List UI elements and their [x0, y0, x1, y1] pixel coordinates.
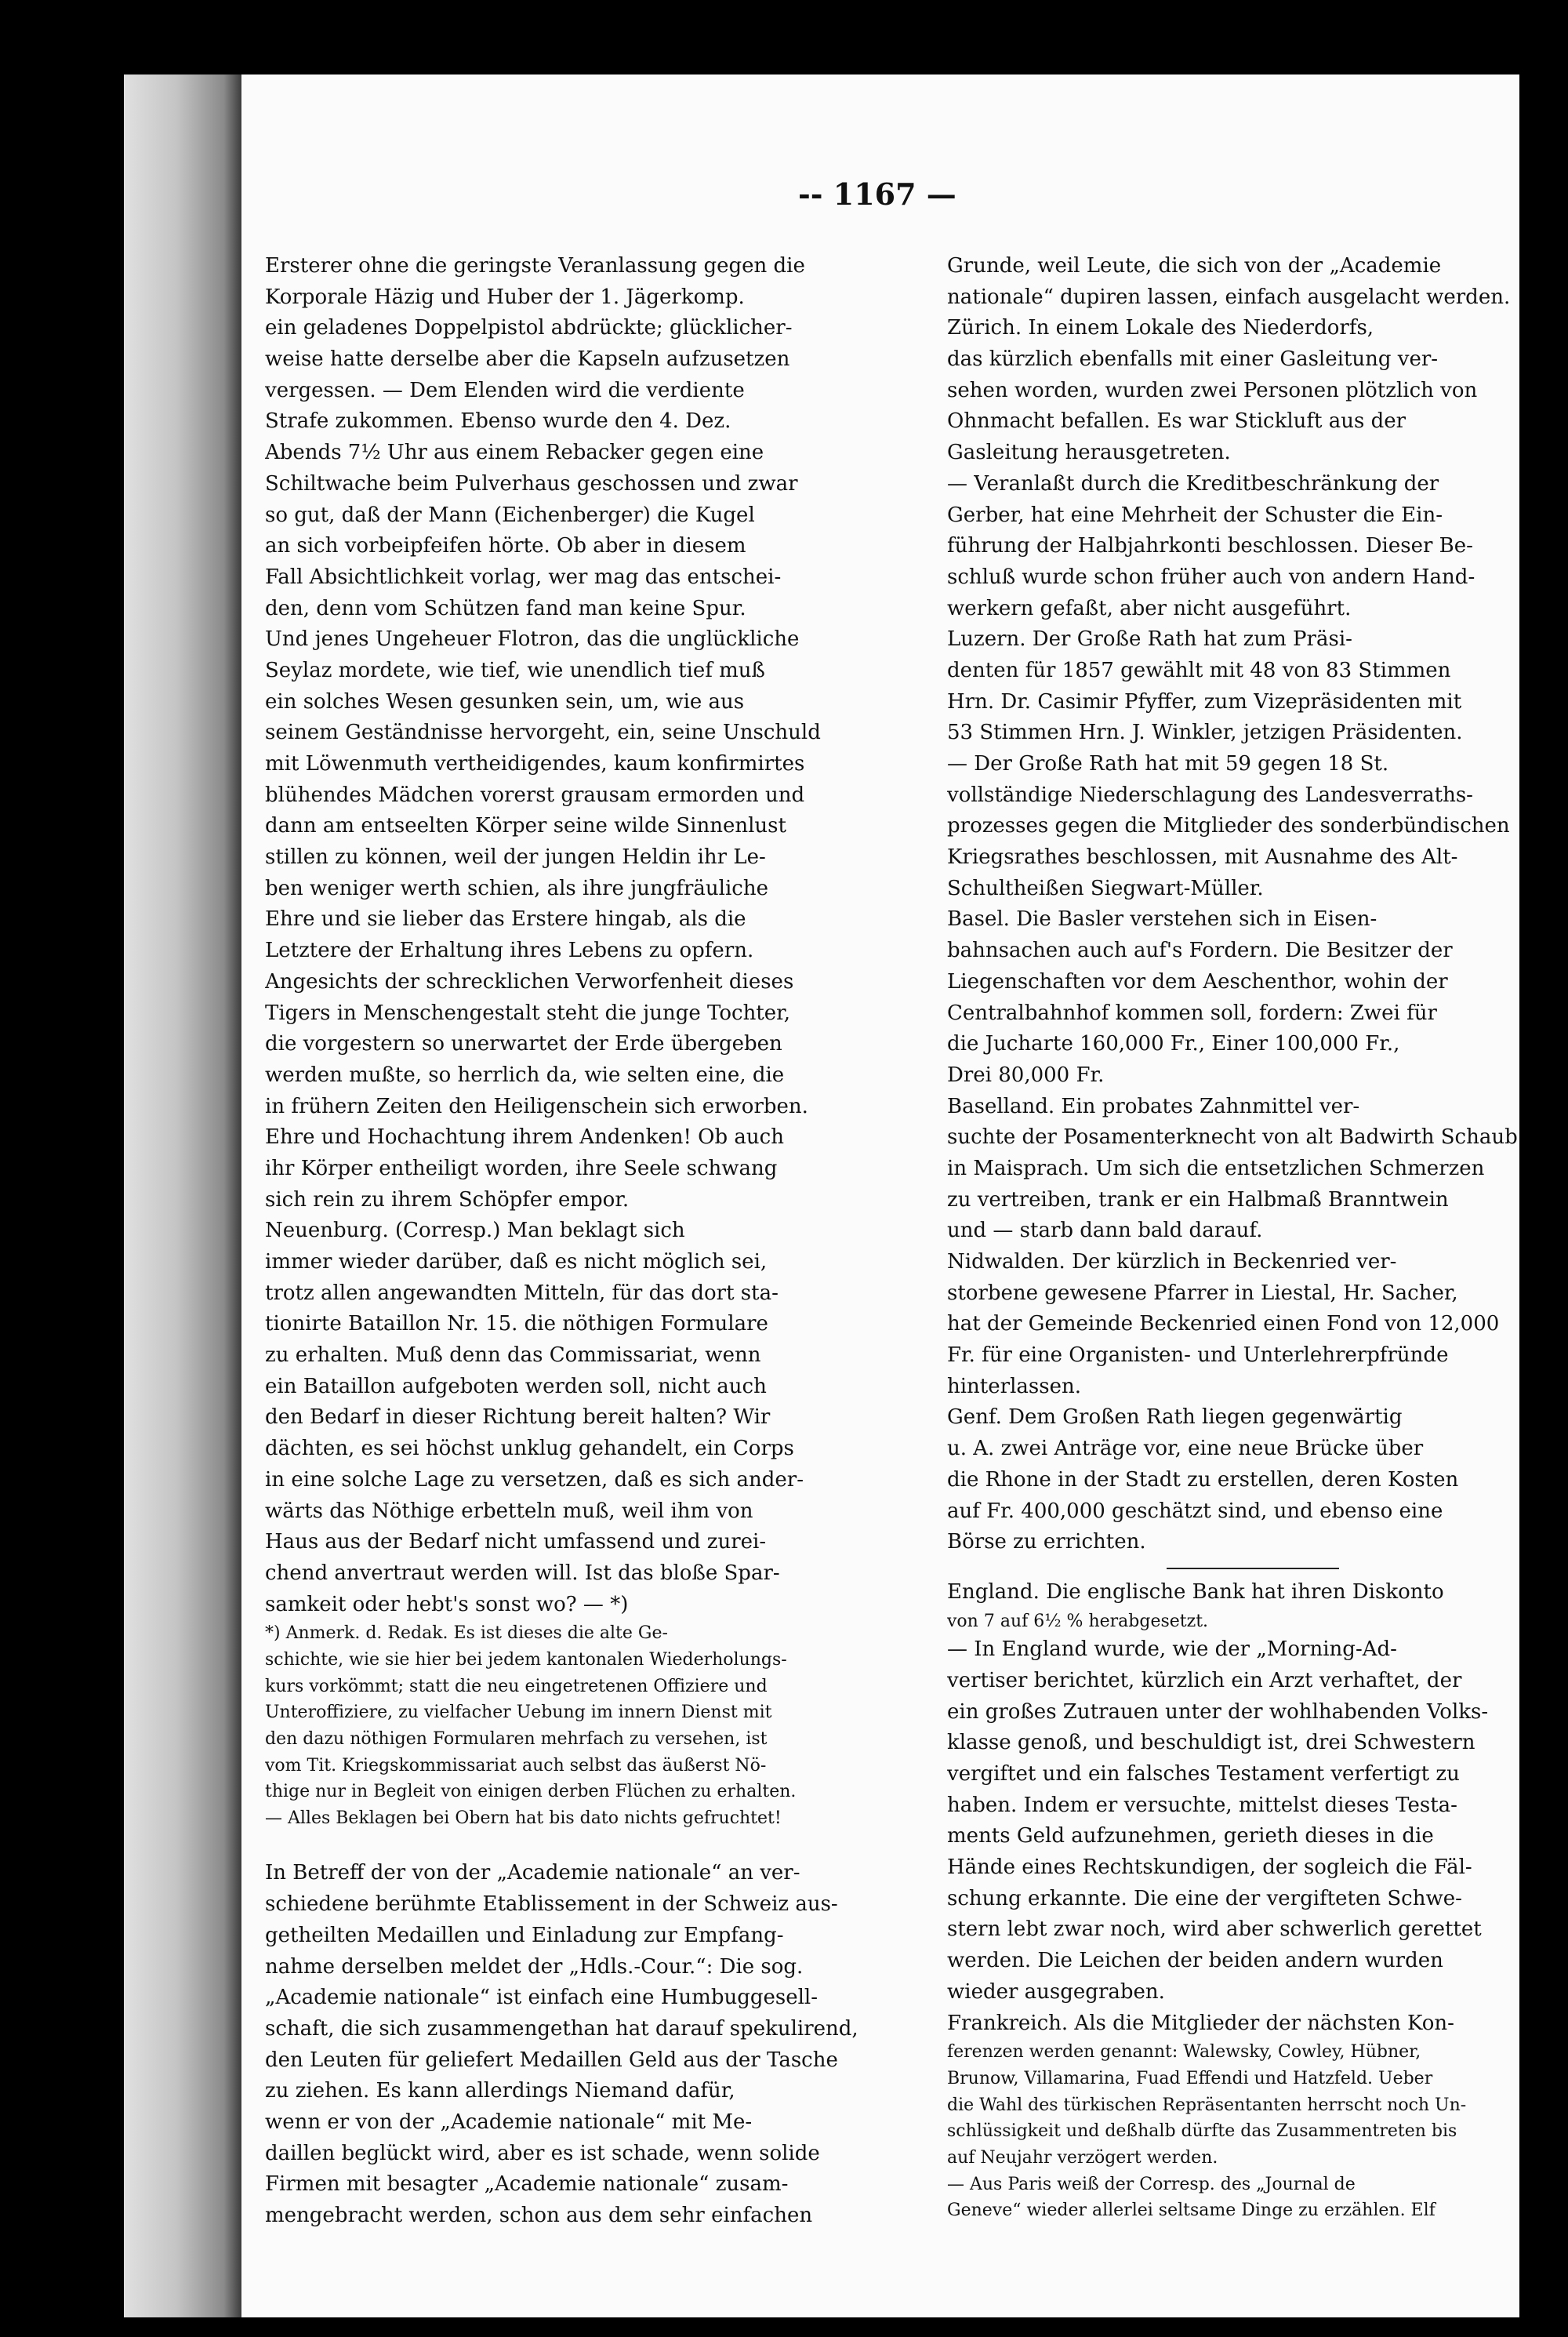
page-number: -- 1167 — — [798, 176, 956, 212]
text-line: und — starb dann bald darauf. — [947, 1219, 1263, 1243]
text-line: werden mußte, so herrlich da, wie selten eine, die — [265, 1063, 785, 1087]
text-line: mengebracht werden, schon aus dem sehr einfachen — [265, 2204, 813, 2227]
text-line: Brunow, Villamarina, Fuad Effendi und Hatzfeld. Ueber — [947, 2068, 1433, 2088]
text-line: prozesses gegen die Mitglieder des sonderbündischen — [947, 814, 1510, 838]
text-line: schiedene berühmte Etablissement in der Schweiz aus- — [265, 1892, 838, 1917]
text-line: u. A. zwei Anträge vor, eine neue Brücke über — [947, 1437, 1424, 1461]
text-line: in frühern Zeiten den Heiligenschein sich erworben. — [265, 1094, 808, 1118]
text-line: Zürich. In einem Lokale des Niederdorfs, — [947, 316, 1374, 340]
text-line: werden. Die Leichen der beiden andern wurden — [947, 1949, 1443, 1973]
text-line: Grunde, weil Leute, die sich von der „Academie — [947, 254, 1442, 278]
text-line: Ehre und Hochachtung ihrem Andenken! Ob auch — [265, 1125, 784, 1150]
text-line: daillen beglückt wird, aber es ist schade, wenn solide — [265, 2141, 820, 2165]
text-line: — Alles Beklagen bei Obern hat bis dato nichts gefruchtet! — [265, 1808, 782, 1829]
text-line: seinem Geständnisse hervorgeht, ein, seine Unschuld — [265, 721, 821, 745]
newspaper-page — [124, 75, 1519, 2317]
text-line: so gut, daß der Mann (Eichenberger) die Kugel — [265, 503, 755, 527]
book-spine-shadow — [124, 75, 241, 2317]
text-line: haben. Indem er versuchte, mittelst dieses Testa- — [947, 1793, 1457, 1817]
text-line: die Wahl des türkischen Repräsentanten herrscht noch Un- — [947, 2095, 1467, 2115]
text-line: storbene gewesene Pfarrer in Liestal, Hr. Sacher, — [947, 1281, 1458, 1305]
text-line: Letztere der Erhaltung ihres Lebens zu opfern. — [265, 939, 754, 963]
text-line: von 7 auf 6½ % herabgesetzt. — [947, 1611, 1209, 1631]
text-line: die Rhone in der Stadt zu erstellen, deren Kosten — [947, 1467, 1459, 1492]
text-line: wieder ausgegraben. — [947, 1979, 1165, 2004]
text-line: den dazu nöthigen Formularen mehrfach zu versehen, ist — [265, 1729, 768, 1749]
text-line: Gerber, hat eine Mehrheit der Schuster die Ein- — [947, 503, 1443, 527]
text-line: Hände eines Rechtskundigen, der sogleich die Fäl- — [947, 1855, 1472, 1880]
text-line: — Aus Paris weiß der Corresp. des „Journal de — [947, 2174, 1356, 2194]
text-line: nahme derselben meldet der „Hdls.-Cour.“: Die sog. — [265, 1954, 804, 1979]
text-line: Schiltwache beim Pulverhaus geschossen und zwar — [265, 471, 798, 496]
text-line: die Jucharte 160,000 Fr., Einer 100,000 Fr., — [947, 1032, 1400, 1056]
text-line: suchte der Posamenterknecht von alt Badwirth Schaub — [947, 1125, 1518, 1150]
text-line: Abends 7½ Uhr aus einem Rebacker gegen eine — [265, 441, 764, 465]
text-line: auf Neujahr verzögert werden. — [947, 2147, 1218, 2168]
text-line: dann am entseelten Körper seine wilde Sinnenlust — [265, 814, 786, 838]
text-line: *) Anmerk. d. Redak. Es ist dieses die alte Ge- — [265, 1623, 668, 1644]
text-line: Frankreich. Als die Mitglieder der nächsten Kon- — [947, 2011, 1454, 2035]
text-line: Tigers in Menschengestalt steht die junge Tochter, — [265, 1001, 790, 1025]
text-line: vollständige Niederschlagung des Landesverraths- — [947, 783, 1473, 807]
text-line: Schultheißen Siegwart-Müller. — [947, 876, 1264, 900]
text-line: ihr Körper entheiligt worden, ihre Seele schwang — [265, 1156, 778, 1180]
text-line: „Academie nationale“ ist einfach eine Humbuggesell- — [265, 1986, 818, 2010]
text-line: hat der Gemeinde Beckenried einen Fond von 12,000 — [947, 1312, 1500, 1336]
text-line: sich rein zu ihrem Schöpfer empor. — [265, 1187, 630, 1212]
text-line: ments Geld aufzunehmen, gerieth dieses in die — [947, 1824, 1434, 1848]
text-line: Kriegsrathes beschlossen, mit Ausnahme des Alt- — [947, 845, 1458, 870]
text-line: schung erkannte. Die eine der vergifteten Schwe- — [947, 1886, 1462, 1910]
text-line: in Maisprach. Um sich die entsetzlichen Schmerzen — [947, 1156, 1485, 1180]
text-line: England. Die englische Bank hat ihren Diskonto — [947, 1579, 1444, 1604]
left-column — [265, 251, 916, 2232]
text-line: Ehre und sie lieber das Erstere hingab, als die — [265, 907, 746, 932]
text-line: tionirte Bataillon Nr. 15. die nöthigen Formulare — [265, 1312, 768, 1336]
text-line: getheilten Medaillen und Einladung zur Empfang- — [265, 1923, 784, 1947]
text-line — [265, 1832, 916, 1859]
text-line: vergiftet und ein falsches Testament verfertigt zu — [947, 1762, 1460, 1786]
text-line: wärts das Nöthige erbetteln muß, weil ihm von — [265, 1499, 753, 1523]
text-line: blühendes Mädchen vorerst grausam ermorden und — [265, 783, 805, 807]
text-line: In Betreff der von der „Academie nationale“ an ver- — [265, 1861, 800, 1885]
text-line: trotz allen angewandten Mitteln, für das dort sta- — [265, 1281, 779, 1305]
text-line: den Bedarf in dieser Richtung bereit halten? Wir — [265, 1405, 771, 1430]
text-line: weise hatte derselbe aber die Kapseln aufzusetzen — [265, 347, 790, 372]
text-line: Centralbahnhof kommen soll, fordern: Zwei für — [947, 1001, 1437, 1025]
text-line: Baselland. Ein probates Zahnmittel ver- — [947, 1094, 1360, 1118]
text-line: klasse genoß, und beschuldigt ist, drei Schwestern — [947, 1731, 1475, 1755]
text-line: das kürzlich ebenfalls mit einer Gasleitung ver- — [947, 347, 1439, 372]
text-line: Gasleitung herausgetreten. — [947, 441, 1231, 465]
text-line: Liegenschaften vor dem Aeschenthor, wohin der — [947, 969, 1448, 994]
text-line: — Der Große Rath hat mit 59 gegen 18 St. — [947, 752, 1389, 776]
text-line: Fr. für eine Organisten- und Unterlehrerpfründe — [947, 1343, 1449, 1368]
text-line: immer wieder darüber, daß es nicht möglich sei, — [265, 1250, 768, 1274]
text-line: zu ziehen. Es kann allerdings Niemand dafür, — [265, 2079, 735, 2103]
text-line: Drei 80,000 Fr. — [947, 1063, 1105, 1087]
text-line: Neuenburg. (Corresp.) Man beklagt sich — [265, 1219, 685, 1243]
text-line: Geneve“ wieder allerlei seltsame Dinge zu erzählen. Elf — [947, 2201, 1436, 2221]
text-line: ben weniger werth schien, als ihre jungfräuliche — [265, 876, 769, 900]
text-line: an sich vorbeipfeifen hörte. Ob aber in diesem — [265, 534, 746, 558]
text-line: zu vertreiben, trank er ein Halbmaß Branntwein — [947, 1187, 1449, 1212]
text-line: Fall Absichtlichkeit vorlag, wer mag das entschei- — [265, 565, 782, 589]
text-line: Angesichts der schrecklichen Verworfenheit dieses — [265, 969, 794, 994]
text-line: Genf. Dem Großen Rath liegen gegenwärtig — [947, 1405, 1403, 1430]
text-line: nationale“ dupiren lassen, einfach ausgelacht werden. — [947, 285, 1511, 309]
text-line: kurs vorkömmt; statt die neu eingetretenen Offiziere und — [265, 1676, 768, 1696]
text-line: sehen worden, wurden zwei Personen plötzlich von — [947, 378, 1478, 402]
text-line: bahnsachen auch auf's Fordern. Die Besitzer der — [947, 939, 1453, 963]
text-line: Firmen mit besagter „Academie nationale“ zusam- — [265, 2172, 789, 2197]
text-line: in eine solche Lage zu versetzen, daß es sich ander- — [265, 1467, 804, 1492]
text-line: vertiser berichtet, kürzlich ein Arzt verhaftet, der — [947, 1668, 1462, 1692]
text-line: Nidwalden. Der kürzlich in Beckenried ver- — [947, 1250, 1397, 1274]
text-line: die vorgestern so unerwartet der Erde übergeben — [265, 1032, 782, 1056]
right-column — [947, 251, 1535, 2224]
text-line: vom Tit. Kriegskommissariat auch selbst das äußerst Nö- — [265, 1755, 767, 1775]
text-line: schichte, wie sie hier bei jedem kantonalen Wiederholungs- — [265, 1649, 787, 1670]
text-line: vergessen. — Dem Elenden wird die verdiente — [265, 378, 745, 402]
text-line: — Veranlaßt durch die Kreditbeschränkung der — [947, 471, 1439, 496]
text-line: Unteroffiziere, zu vielfacher Uebung im innern Dienst mit — [265, 1703, 772, 1723]
text-line: — In England wurde, wie der „Morning-Ad- — [947, 1637, 1397, 1662]
text-line: ein Bataillon aufgeboten werden soll, nicht auch — [265, 1374, 767, 1398]
text-line: den, denn vom Schützen fand man keine Spur. — [265, 596, 746, 620]
text-line: Ersterer ohne die geringste Veranlassung gegen die — [265, 254, 805, 278]
text-line: wenn er von der „Academie nationale“ mit Me- — [265, 2110, 753, 2134]
text-line: stillen zu können, weil der jungen Heldin ihr Le- — [265, 845, 766, 870]
text-line: ein großes Zutrauen unter der wohlhabenden Volks- — [947, 1699, 1489, 1724]
text-line: denten für 1857 gewählt mit 48 von 83 Stimmen — [947, 658, 1451, 682]
text-line: den Leuten für geliefert Medaillen Geld aus der Tasche — [265, 2048, 838, 2072]
text-line: führung der Halbjahrkonti beschlossen. Dieser Be- — [947, 534, 1473, 558]
text-line: thige nur in Begleit von einigen derben Flüchen zu erhalten. — [265, 1782, 797, 1802]
text-line: samkeit oder hebt's sonst wo? — *) — [265, 1592, 629, 1616]
text-line: Haus aus der Bedarf nicht umfassend und zurei- — [265, 1530, 767, 1554]
text-line: ein geladenes Doppelpistol abdrückte; glücklicher- — [265, 316, 793, 340]
text-line: schlüssigkeit und deßhalb dürfte das Zusammentreten bis — [947, 2121, 1457, 2142]
text-line: mit Löwenmuth vertheidigendes, kaum konfirmirtes — [265, 752, 805, 776]
text-line: dächten, es sei höchst unklug gehandelt, ein Corps — [265, 1437, 794, 1461]
text-line: Strafe zukommen. Ebenso wurde den 4. Dez. — [265, 409, 731, 434]
text-line: chend anvertraut werden will. Ist das bloße Spar- — [265, 1561, 780, 1585]
text-line: schluß wurde schon früher auch von andern Hand- — [947, 565, 1475, 589]
text-line: Hrn. Dr. Casimir Pfyffer, zum Vizepräsidenten mit — [947, 689, 1462, 714]
text-line: zu erhalten. Muß denn das Commissariat, wenn — [265, 1343, 761, 1368]
text-line: ferenzen werden genannt: Walewsky, Cowley, Hübner, — [947, 2042, 1421, 2063]
text-line: auf Fr. 400,000 geschätzt sind, und ebenso eine — [947, 1499, 1443, 1523]
text-line: Basel. Die Basler verstehen sich in Eisen- — [947, 907, 1377, 932]
text-line: stern lebt zwar noch, wird aber schwerlich gerettet — [947, 1917, 1482, 1942]
text-line: schaft, die sich zusammengethan hat darauf spekulirend, — [265, 2016, 858, 2041]
text-line: Börse zu errichten. — [947, 1530, 1146, 1554]
text-line: Korporale Häzig und Huber der 1. Jägerkomp. — [265, 285, 745, 309]
text-line: ein solches Wesen gesunken sein, um, wie aus — [265, 689, 745, 714]
text-line: Luzern. Der Große Rath hat zum Präsi- — [947, 627, 1352, 652]
text-line: Seylaz mordete, wie tief, wie unendlich tief muß — [265, 658, 765, 682]
text-line: werkern gefaßt, aber nicht ausgeführt. — [947, 596, 1352, 620]
text-line: 53 Stimmen Hrn. J. Winkler, jetzigen Präsidenten. — [947, 721, 1463, 745]
section-rule — [1167, 1568, 1339, 1569]
text-line: Ohnmacht befallen. Es war Stickluft aus der — [947, 409, 1406, 434]
text-line: hinterlassen. — [947, 1374, 1081, 1398]
text-line: Und jenes Ungeheuer Flotron, das die unglückliche — [265, 627, 800, 652]
